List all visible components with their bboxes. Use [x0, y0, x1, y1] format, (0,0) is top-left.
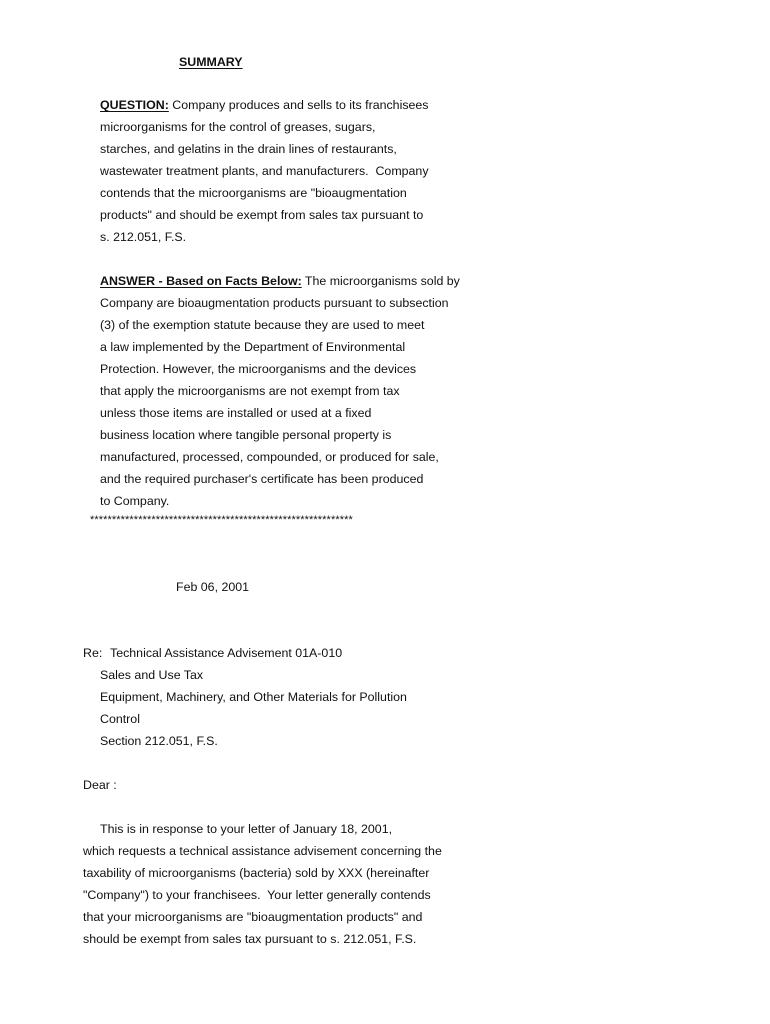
re-line: Sales and Use Tax: [100, 668, 204, 682]
re-label: Re:: [83, 646, 110, 660]
answer-line: (3) of the exemption statute because they are used to meet: [100, 318, 425, 332]
question-line: wastewater treatment plants, and manufacturers. Company: [100, 164, 429, 178]
answer-line: that apply the microorganisms are not exempt from tax: [100, 384, 400, 398]
answer-line: business location where tangible personal property is: [100, 428, 392, 442]
answer-line: unless those items are installed or used at a fixed: [100, 406, 372, 420]
question-line: products" and should be exempt from sales tax pursuant to: [100, 208, 424, 222]
summary-heading: SUMMARY: [179, 55, 243, 69]
answer-first-line: The microorganisms sold by: [301, 274, 460, 288]
answer-line-1: [100, 273, 460, 289]
answer-line: and the required purchaser's certificate has been produced: [100, 472, 424, 486]
salutation: Dear :: [83, 778, 117, 792]
question-label: QUESTION:: [100, 98, 169, 112]
answer-line: manufactured, processed, compounded, or produced for sale,: [100, 450, 439, 464]
body-line: should be exempt from sales tax pursuant to s. 212.051, F.S.: [83, 932, 417, 946]
re-line: Section 212.051, F.S.: [100, 734, 218, 748]
letter-date: Feb 06, 2001: [176, 580, 250, 594]
question-line: microorganisms for the control of greases, sugars,: [100, 120, 376, 134]
re-line: Control: [100, 712, 140, 726]
body-line: "Company") to your franchisees. Your letter generally contends: [83, 888, 431, 902]
answer-label: ANSWER - Based on Facts Below:: [100, 274, 302, 288]
answer-line: to Company.: [100, 494, 170, 508]
question-line-1: [100, 97, 429, 113]
answer-line: a law implemented by the Department of Environmental: [100, 340, 406, 354]
body-line: taxability of microorganisms (bacteria) sold by XXX (hereinafter: [83, 866, 430, 880]
body-line: that your microorganisms are "bioaugmentation products" and: [83, 910, 423, 924]
asterisk-separator: ************************************************************: [90, 514, 353, 526]
answer-line: Company are bioaugmentation products pursuant to subsection: [100, 296, 449, 310]
re-line: Technical Assistance Advisement 01A-010: [110, 646, 343, 660]
question-line: s. 212.051, F.S.: [100, 230, 187, 244]
body-line: which requests a technical assistance advisement concerning the: [83, 844, 442, 858]
question-first-line: Company produces and sells to its franchisees: [168, 98, 429, 112]
question-line: contends that the microorganisms are "bioaugmentation: [100, 186, 407, 200]
body-line: This is in response to your letter of January 18, 2001,: [100, 822, 393, 836]
re-line: Equipment, Machinery, and Other Materials for Pollution: [100, 690, 407, 704]
answer-line: Protection. However, the microorganisms and the devices: [100, 362, 417, 376]
question-line: starches, and gelatins in the drain lines of restaurants,: [100, 142, 397, 156]
